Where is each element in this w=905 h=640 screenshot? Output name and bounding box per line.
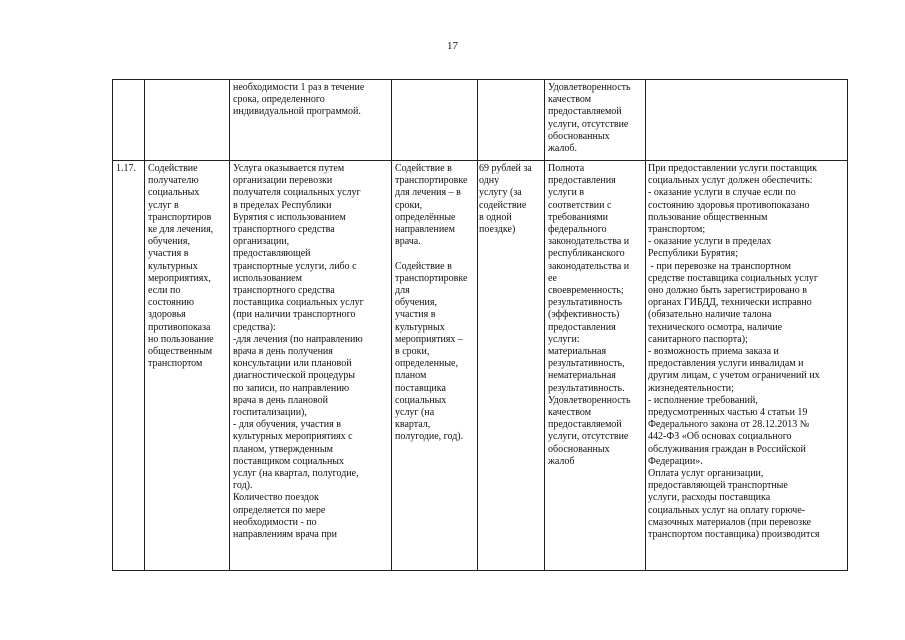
- row-number: 1.17.: [116, 163, 136, 174]
- continuation-cell-price: [478, 80, 545, 161]
- continuation-cell-timing: [392, 80, 478, 161]
- service-description-cell: Услуга оказывается путем организации перевозки получателя социальных услуг в пределах Республики Бурятия с использованием транспортного средства организации, предоставляющей транспортные услуги, либо с использованием транспортного средства поставщика социальных услуг (при наличии транспортного средства): -для лечения (по направлению врача в день получения консультации или плановой диагностической процедуры по записи, по направлению врача в день плановой госпитализации), - для обучения, участия в культурных мероприятиях с планом, утвержденным поставщиком социальных услуг (на квартал, полугодие, год). Количество поездок определяется по мере необходимости - по направлениям врача при: [230, 161, 392, 571]
- continuation-cell-number: [113, 80, 145, 161]
- service-quality-cell: Полнота предоставления услуги в соответствии с требованиями федерального законодательства и республиканского законодательства и ее своевременность; результативность (эффективность) предоставления услуги: материальная результативность, нематериальная результативность. Удовлетворенность качеством предоставляемой услуги, отсутствие обоснованных жалоб: [545, 161, 646, 571]
- continuation-cell-conditions: [646, 80, 848, 161]
- continuation-cell-name: [145, 80, 230, 161]
- service-conditions-cell: При предоставлении услуги поставщик социальных услуг должен обеспечить: - оказание услуги в случае если по состоянию здоровья противопоказано пользование общественным транспортом; - оказание услуги в пределах Республики Бурятия; - при перевозке на транспортном средстве поставщика социальных услуг оно должно быть зарегистрировано в органах ГИБДД, технически исправно (обязательно наличие талона технического осмотра, наличие санитарного паспорта); - возможность приема заказа и предоставления услуги инвалидам и другим лицам, с учетом ограничений их жизнедеятельности; - исполнение требований, предусмотренных частью 4 статьи 19 Федерального закона от 28.12.2013 № 442-ФЗ «Об основах социального обслуживания граждан в Российской Федерации». Оплата услуг организации, предоставляющей транспортные услуги, расходы поставщика социальных услуг на оплату горюче- смазочных материалов (при перевозке транспортом поставщика) производится: [646, 161, 848, 571]
- services-table: [112, 79, 848, 571]
- service-timing-cell: Содействие в транспортировке для лечения – в сроки, определённые направлением врача. Содействие в транспортировке для обучения, участия в культурных мероприятиях – в сроки, определенные, планом поставщика социальных услуг (на квартал, полугодие, год).: [392, 161, 478, 571]
- service-price-cell: 69 рублей за одну услугу (за содействие в одной поездке): [478, 161, 545, 571]
- row-number-cell: [113, 161, 145, 571]
- continuation-cell-quality: Удовлетворенность качеством предоставляемой услуги, отсутствие обоснованных жалоб.: [545, 80, 646, 161]
- service-row-1-17: [113, 161, 848, 571]
- service-name-cell: Содействие получателю социальных услуг в транспортиров ке для лечения, обучения, участия в культурных мероприятиях, если по состоянию здоровья противопоказа но пользование общественным транспортом: [145, 161, 230, 571]
- continuation-row: [113, 80, 848, 161]
- page-number: 17: [447, 40, 458, 52]
- continuation-cell-description: необходимости 1 раз в течение срока, определенного индивидуальной программой.: [230, 80, 392, 161]
